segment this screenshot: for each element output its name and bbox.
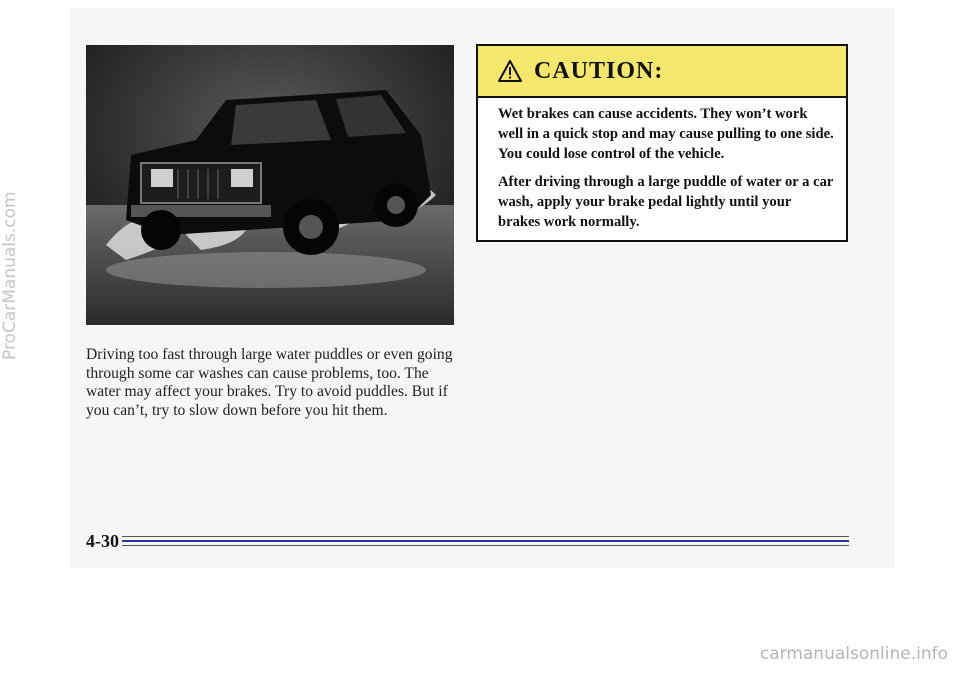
warning-triangle-icon xyxy=(498,60,522,82)
footer-rule-bottom xyxy=(122,545,849,546)
caution-paragraph-1: Wet brakes can cause accidents. They won’t work well in a quick stop and may cause pulling to one side. You could lose control of the vehicle. xyxy=(498,106,834,162)
caution-header xyxy=(478,46,846,98)
caution-box xyxy=(476,44,848,242)
caution-paragraph-2: After driving through a large puddle of water or a car wash, apply your brake pedal lightly until your brakes work normally. xyxy=(498,174,834,230)
caution-body xyxy=(478,98,846,232)
car-splashing-image xyxy=(86,45,454,325)
bottom-watermark: carmanualsonline.info xyxy=(759,644,948,664)
footer-rule-middle xyxy=(122,540,849,542)
footer-rule-top xyxy=(122,536,849,537)
caution-title: CAUTION: xyxy=(534,57,664,84)
body-paragraph: Driving too fast through large water puddles or even going through some car washes can cause problems, too. The water may affect your brakes. Try to avoid puddles. But if you can’t, try to slow down before you hit them. xyxy=(86,346,453,419)
page-number: 4-30 xyxy=(86,531,119,551)
car-photo xyxy=(86,45,454,325)
side-watermark: ProCarManuals.com xyxy=(0,191,20,360)
